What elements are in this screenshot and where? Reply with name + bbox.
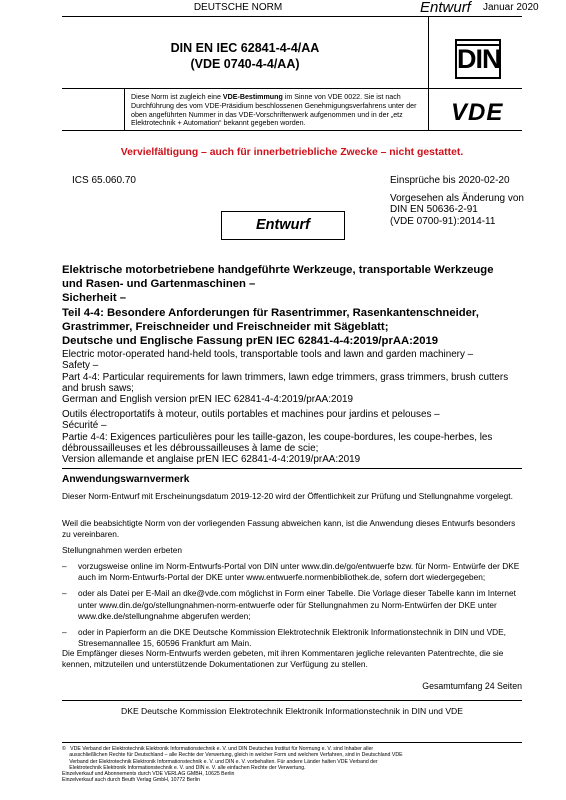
title-german: Elektrische motorbetriebene handgeführte Werkzeuge, transportable Werkzeuge und Rasen- und Gartenmaschinen – Sicherheit – Teil 4-4: Besondere Anforderungen für Rasentrimmer, Rasenkantenschneider, Grastrimmer, Freischneider und Freischneider mit Sägeblatt; Deutsche und Englische Fassung prEN IEC 62841-4-4:2019/prAA:2019 [62, 264, 494, 348]
standard-number: DIN EN IEC 62841-4-4/AA [170, 41, 320, 55]
list-item: – vorzugsweise online im Norm-Entwurfs-Portal von DIN unter www.din.de/go/entwuerfe bzw. für Norm- Entwürfe der DKE auch im Norm-Entwurfs-Portal der DKE unter www.entwuerfe.normenbibliothek.de, sofern dort wiedergegeben; [62, 561, 520, 583]
title-divider [428, 16, 429, 88]
list-item: – oder als Datei per E-Mail an dke@vde.com möglichst in Form einer Tabelle. Die Vorlage dieser Tabelle kann im Internet unter www.din.de/go/stellungnahmen-norm-entwuerfe oder für Stellungnahmen zu Norm-Entwürfen der DKE unter www.dke.de/stellungnahme abgerufen werden; [62, 588, 516, 621]
title-english: Electric motor-operated hand-held tools, transportable tools and lawn and garden machinery – Safety – Part 4-4: Particular requirements for lawn trimmers, lawn edge trimmers, grass trimmers, brush cutters and brush saws; German and English version prEN IEC 62841-4-4:2019/prAA:2019 [62, 349, 509, 406]
ics-code: ICS 65.060.70 [72, 175, 136, 186]
notice-para-1: Dieser Norm-Entwurf mit Erscheinungsdatum 2019-12-20 wird der Öffentlichkeit zur Prüfung und Stellungnahme vorgelegt. [62, 491, 513, 501]
intended-amendment: Vorgesehen als Änderung von DIN EN 50636-2-91 (VDE 0700-91):2014-11 [390, 193, 524, 227]
notice-heading: Anwendungswarnvermerk [62, 474, 190, 485]
footer-rule [62, 742, 522, 743]
reproduction-warning: Vervielfältigung – auch für innerbetriebliche Zwecke – nicht gestattet. [120, 147, 464, 158]
din-logo-text: DIN [457, 44, 501, 74]
standard-title-block [62, 31, 428, 84]
total-pages: Gesamtumfang 24 Seiten [422, 681, 522, 691]
vde-note: Diese Norm ist zugleich eine VDE-Bestimmung im Sinne von VDE 0022. Sie ist nach Durchführung des vom VDE-Präsidium beschlossenen Genehmigungsverfahrens unter der oben angeführten Nummer in das VDE-Vorschriftenwerk aufgenommen und in der „etz Elektrotechnik + Automation“ bekannt gegeben worden. [131, 93, 417, 128]
notice-para-4: Die Empfänger dieses Norm-Entwurfs werden gebeten, mit ihren Kommentaren jegliche relevanten Patentrechte, die sie kennen, mitzuteilen und unterstützende Dokumentationen zur Verfügung zu stellen. [62, 648, 504, 670]
vde-number: (VDE 0740-4-4/AA) [190, 57, 300, 71]
draft-label: Entwurf [420, 0, 471, 16]
vde-rule [62, 130, 522, 131]
dke-line: DKE Deutsche Kommission Elektrotechnik Elektronik Informationstechnik in DIN und VDE [121, 706, 463, 716]
list-item: – oder in Papierform an die DKE Deutsche Kommission Elektrotechnik Elektronik Informationstechnik in DIN und VDE, Stresemannallee 15, 60596 Frankfurt am Main. [62, 627, 506, 649]
notice-rule [62, 468, 522, 469]
issue-date: Januar 2020 [483, 2, 539, 13]
header-rule [62, 16, 522, 17]
comment-options-list [62, 561, 524, 654]
dke-rule [62, 700, 522, 701]
draft-stamp: Entwurf [221, 211, 345, 240]
notice-para-3: Stellungnahmen werden erbeten [62, 545, 182, 555]
objection-deadline: Einsprüche bis 2020-02-20 [390, 175, 510, 186]
vde-logo: VDE [451, 99, 504, 126]
title-french: Outils électroportatifs à moteur, outils portables et machines pour jardins et pelouses – Sécurité – Partie 4-4: Exigences particulières pour les taille-gazon, les coupe-bordures, les coupe-herbes, les débroussailleuses et les débroussailleuses à lame de scie; Version allemande et anglaise prEN IEC 62841-4-4:2019/prAA:2019 [62, 409, 493, 466]
norm-type: DEUTSCHE NORM [193, 2, 283, 13]
vde-left-divider [124, 88, 125, 130]
vde-right-divider [428, 88, 429, 130]
notice-para-2: Weil die beabsichtigte Norm von der vorliegenden Fassung abweichen kann, ist die Anwendung dieses Entwurfs besonders zu vereinbaren. [62, 518, 516, 540]
copyright-footer: © VDE Verband der Elektrotechnik Elektronik Informationstechnik e. V. und DIN Deutsches Institut für Normung e. V. sind Inhaber aller ausschließlichen Rechte für Deutschland – alle Rechte der Verwertung, gleich in welcher Form und welchem Verfahren, sind in Deutschland VDE Verband der Elektrotechnik Elektronik Informationstechnik e. V. und DIN e. V. vorbehalten. Für andere Länder halten VDE Verband der Elektrotechnik Elektronik Informationstechnik e. V. und DIN e. V. alle einfachen Rechte der Verwertung. Einzelverkauf und Abonnements durch VDE VERLAG GMBH, 10625 Berlin Einzelverkauf auch durch Beuth Verlag GmbH, 10772 Berlin [62, 746, 403, 784]
din-logo [455, 39, 501, 79]
title-rule [62, 88, 522, 89]
